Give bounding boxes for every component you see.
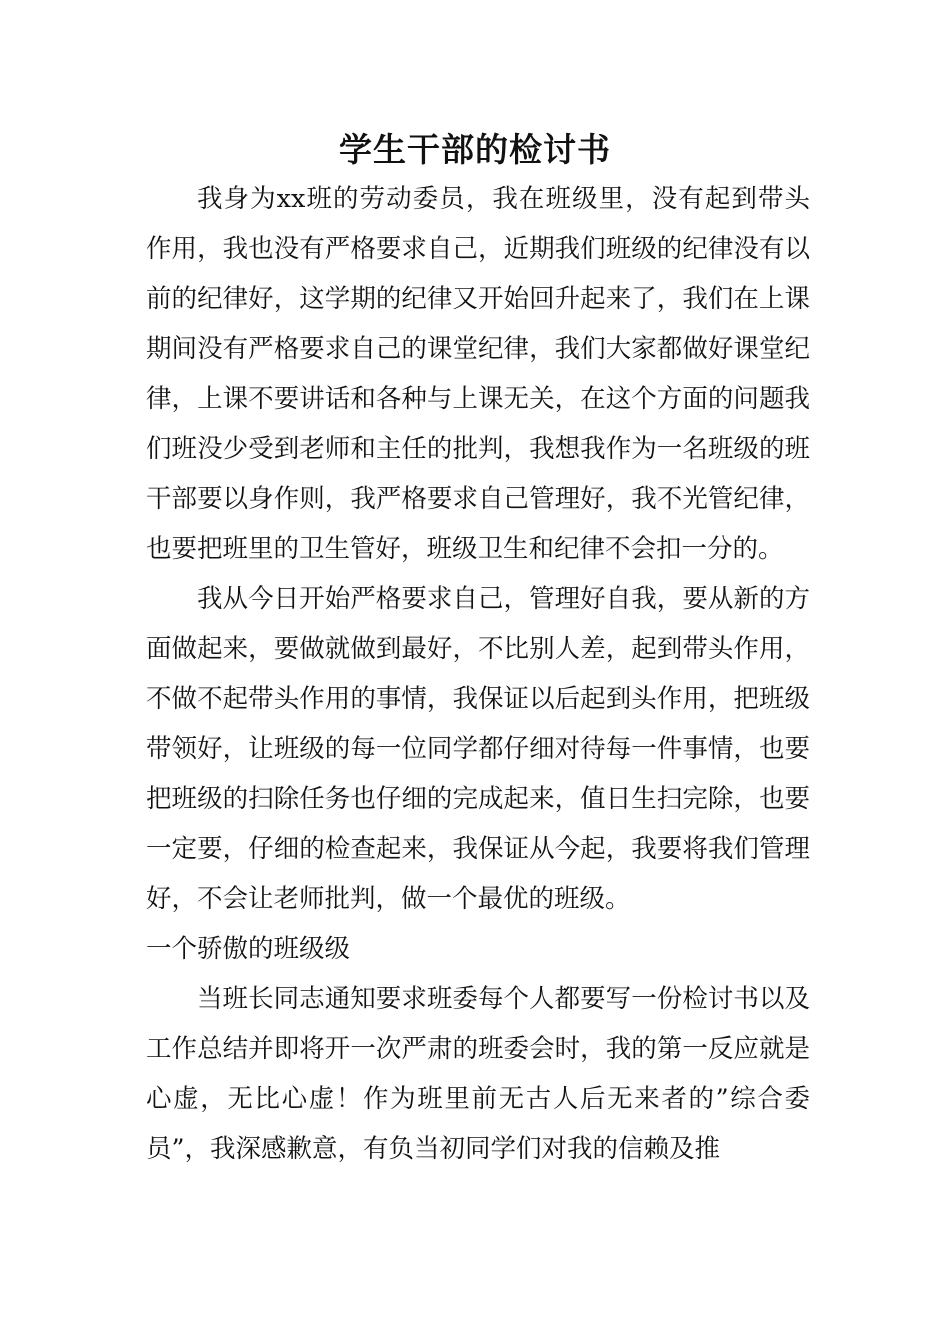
subheading: 一个骄傲的班级级: [146, 934, 351, 964]
document-title: 学生干部的检讨书: [339, 130, 611, 169]
paragraph-2: 我从今日开始严格要求自己，管理好自我，要从新的方面做起来，要做就做到最好，不比别人差，起到带头作用，不做不起带头作用的事情，我保证以后起到头作用，把班级带领好，让班级的每一位同学都仔细对待每一件事情，也要把班级的扫除任务也仔细的完成起来，值日生扫完除，也要一定要，仔细的检查起来，我保证从今起，我要将我们管理好，不会让老师批判，做一个最优的班级。: [146, 584, 810, 914]
paragraph-3: 当班长同志通知要求班委每个人都要写一份检讨书以及工作总结并即将开一次严肃的班委会时，我的第一反应就是心虚，无比心虚！作为班里前无古人后无来者的”综合委员”，我深感歉意，有负当初同学们对我的信赖及推: [146, 984, 810, 1164]
paragraph-1: 我身为xx班的劳动委员，我在班级里，没有起到带头作用，我也没有严格要求自己，近期我们班级的纪律没有以前的纪律好，这学期的纪律又开始回升起来了，我们在上课期间没有严格要求自己的课堂纪律，我们大家都做好课堂纪律，上课不要讲话和各种与上课无关，在这个方面的问题我们班没少受到老师和主任的批判，我想我作为一名班级的班干部要以身作则，我严格要求自己管理好，我不光管纪律，也要把班里的卫生管好，班级卫生和纪律不会扣一分的。: [146, 184, 810, 564]
document-body: [146, 174, 810, 1174]
